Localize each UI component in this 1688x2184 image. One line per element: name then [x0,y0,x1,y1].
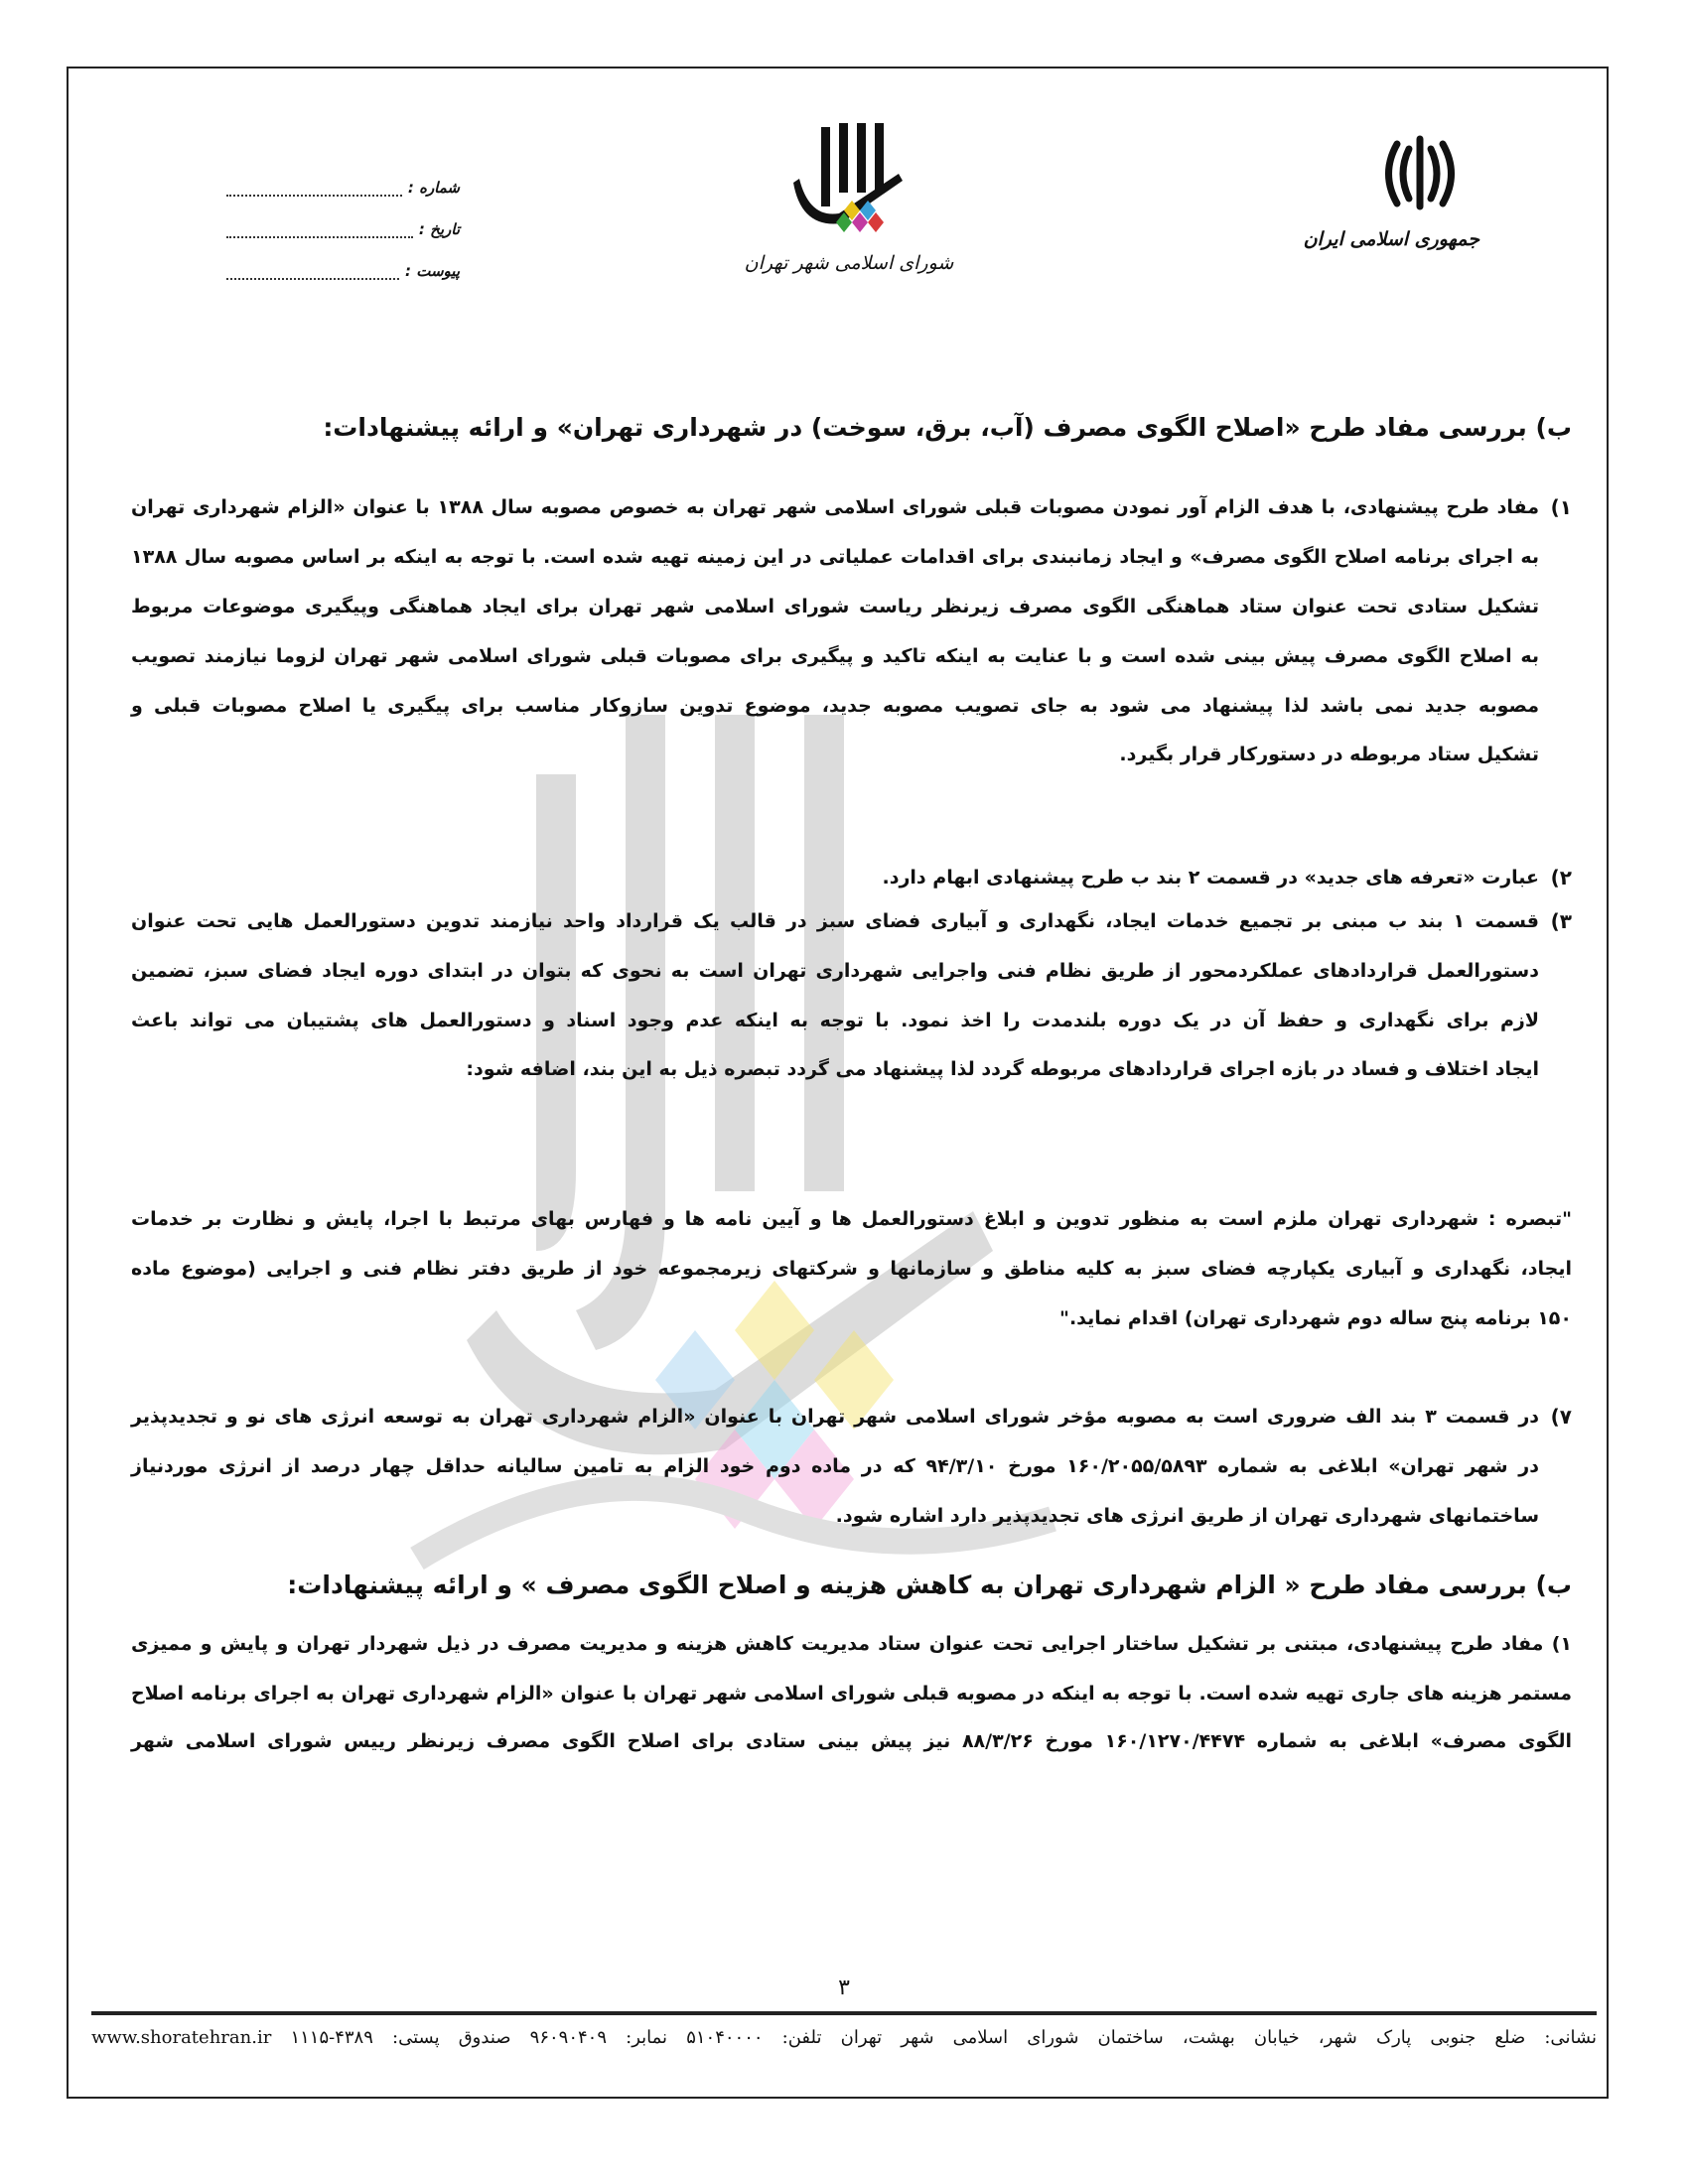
note-line: ایجاد، نگهداری و آبیاری یکپارچه فضای سبز به کلیه مناطق و سازمانها و شرکتهای زیرمجموعه خود از طریق دفتر نظام فنی و اجرایی (موضوع ماده [131,1258,1572,1280]
section1-heading: ب) بررسی مفاد طرح «اصلاح الگوی مصرف (آب، برق، سوخت) در شهرداری تهران» و ارائه پیشنهادات: [323,413,1572,442]
item-7-number: ۷) [1550,1405,1572,1429]
item-1-line: به اصلاح الگوی مصرف پیش بینی شده است و با عنایت به اینکه تاکید و پیگیری برای مصوبات قبلی شورای اسلامی شهر تهران لزوما نیازمند تصویب [131,645,1539,667]
item-7-line: ساختمانهای شهرداری تهران از طریق انرژی های تجدیدپذیر دارد اشاره شود. [835,1505,1539,1527]
item-3-line: قسمت ۱ بند ب مبنی بر تجمیع خدمات ایجاد، نگهداری و آبیاری فضای سبز در قالب یک قرارداد واحد نیازمند تدوین دستورالعمل هایی تحت عنوان [131,910,1539,932]
section2-heading: ب) بررسی مفاد طرح « الزام شهرداری تهران به کاهش هزینه و اصلاح الگوی مصرف » و ارائه پیشنهادات: [287,1570,1572,1599]
attachment-label: پیوست : [405,262,460,280]
page-number: ۳ [838,1976,850,2000]
footer-divider [91,2011,1597,2015]
number-blank [226,183,402,197]
item-1-line: به اجرای برنامه اصلاح الگوی مصرف» و ایجاد زمانبندی برای اقدامات عملیاتی در این زمینه تهیه شده است. با توجه به اینکه بر اساس مصوبه سال ۱۳۸۸ [131,546,1539,568]
attachment-field [226,262,460,280]
council-logo-watermark [298,695,1092,1688]
item-2-line: عبارت «تعرفه های جدید» در قسمت ۲ بند ب طرح پیشنهادی ابهام دارد. [882,867,1539,888]
item-1-number: ۱) [1550,495,1572,519]
item-1-line: مصوبه جدید نمی باشد لذا پیشنهاد می شود به جای تصویب مصوبه جدید، موضوع تدوین سازوکار مناسب برای پیگیری یا اصلاح مصوبات قبلی و [131,695,1539,717]
item-3-line: لازم برای نگهداری و حفظ آن در یک دوره بلندمدت را اخذ نمود. با توجه به اینکه عدم وجود اسناد و دستورالعمل های پشتیبان می تواند باعث [131,1010,1539,1031]
item-2-number: ۲) [1550,866,1572,889]
item-3-line: ایجاد اختلاف و فساد در بازه اجرای قراردادهای مربوطه گردد لذا پیشنهاد می گردد تبصره ذیل به این بند، اضافه شود: [466,1058,1539,1080]
footer-address: نشانی: ضلع جنوبی پارک شهر، خیابان بهشت، ساختمان شورای اسلامی شهر تهران تلفن: ۵۱۰۴۰۰۰۰ نمابر: ۹۶۰۹۰۴۰۹ صندوق پستی: ۴۳۸۹-۱۱۱۵ www.shoratehran.ir [91,2027,1598,2048]
date-blank [226,224,413,238]
section2-line: ۱) مفاد طرح پیشنهادی، مبتنی بر تشکیل ساختار اجرایی تحت عنوان ستاد مدیریت کاهش هزینه و مدیریت مصرف در ذیل شهردار تهران و پایش و ممیزی [131,1633,1572,1655]
section2-line: الگوی مصرف» ابلاغی به شماره ۱۶۰/۱۲۷۰/۴۴۷۴ مورخ ۸۸/۳/۲۶ نیز پیش بینی ستادی برای اصلاح الگوی مصرف زیرنظر رییس شورای اسلامی شهر [131,1730,1572,1752]
item-7-line: در شهر تهران» ابلاغی به شماره ۱۶۰/۲۰۵۵/۵۸۹۳ مورخ ۹۴/۳/۱۰ که در ماده دوم خود الزام به تامین سالیانه حداقل چهار درصد از انرژی موردنیاز [131,1455,1539,1477]
section2-line: مستمر هزینه های جاری تهیه شده است. با توجه به اینکه در مصوبه قبلی شورای اسلامی شهر تهران با عنوان «الزام شهرداری تهران به اجرای برنامه اصلاح [131,1683,1572,1705]
item-1-line: تشکیل ستاد مربوطه در دستورکار قرار بگیرد. [1119,744,1539,765]
council-caption: شورای اسلامی شهر تهران [744,252,954,274]
council-logo-icon [779,119,918,248]
note-line: ۱۵۰ برنامه پنج ساله دوم شهرداری تهران) اقدام نماید." [1059,1307,1572,1329]
emblem-icon [1375,129,1465,218]
item-3-line: دستورالعمل قراردادهای عملکردمحور از طریق نظام فنی واجرایی شهرداری تهران است به نحوی که بتوان در ابتدای دوره ایجاد فضای سبز، تضمین [131,960,1539,982]
number-label: شماره : [407,179,460,197]
attachment-blank [226,266,399,280]
council-logo [735,119,963,274]
date-field [226,220,460,238]
number-field [226,179,460,197]
emblem-caption: جمهوری اسلامی ایران [1303,228,1479,250]
item-7-line: در قسمت ۳ بند الف ضروری است به مصوبه مؤخر شورای اسلامی شهر تهران با عنوان «الزام شهرداری تهران به توسعه انرژی های نو و تجدیدپذیر [131,1406,1540,1428]
item-3-number: ۳) [1550,909,1572,933]
note-line: "تبصره : شهرداری تهران ملزم است به منظور تدوین و ابلاغ دستورالعمل ها و آیین نامه ها و فهارس بهای مرتبط با اجرا، پایش و نظارت بر خدمات [131,1208,1572,1230]
item-1-line: تشکیل ستادی تحت عنوان ستاد هماهنگی الگوی مصرف زیرنظر ریاست شورای اسلامی شهر تهران برای ایجاد هماهنگی وپیگیری موضوعات مربوط [131,596,1539,617]
iran-emblem [1303,129,1479,250]
item-1-line: مفاد طرح پیشنهادی، با هدف الزام آور نمودن مصوبات قبلی شورای اسلامی شهر تهران به خصوص مصوبه سال ۱۳۸۸ با عنوان «الزام شهرداری تهران [131,496,1539,518]
date-label: تاریخ : [418,220,460,238]
